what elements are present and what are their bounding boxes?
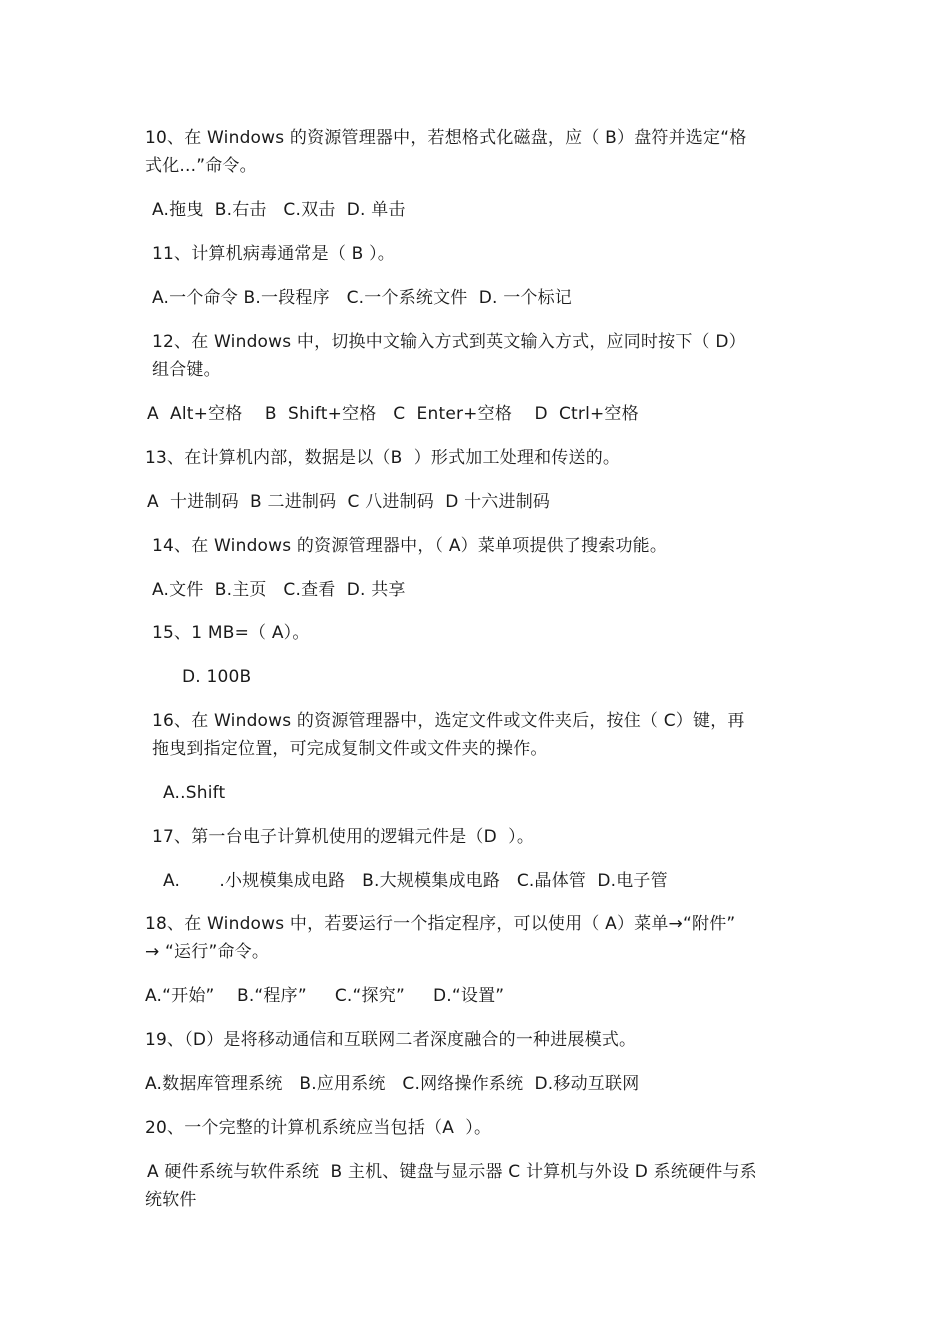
question-11-options: A.一个命令 B.一段程序 C.一个系统文件 D. 一个标记 [152, 288, 572, 308]
question-18-line-1: 18、在 Windows 中，若要运行一个指定程序，可以使用（ A）菜单→“附件” [145, 914, 736, 934]
question-17-line-1: 17、第一台电子计算机使用的逻辑元件是（D ）。 [152, 827, 535, 847]
question-16-line-2: 拖曳到指定位置，可完成复制文件或文件夹的操作。 [152, 739, 548, 759]
question-12-line-1: 12、在 Windows 中，切换中文输入方式到英文输入方式，应同时按下（ D） [152, 332, 746, 352]
question-20-line-1: 20、一个完整的计算机系统应当包括（A ）。 [145, 1118, 492, 1138]
question-12-options: A Alt+空格 B Shift+空格 C Enter+空格 D Ctrl+空格 [147, 404, 639, 424]
question-15-line-1: 15、1 MB=（ A）。 [152, 623, 310, 643]
question-19-line-1: 19、（D）是将移动通信和互联网二者深度融合的一种进展模式。 [145, 1030, 637, 1050]
question-16-line-1: 16、在 Windows 的资源管理器中，选定文件或文件夹后，按住（ C）键，再 [152, 711, 745, 731]
question-16-options: A..Shift [163, 783, 226, 803]
question-10-line-1: 10、在 Windows 的资源管理器中，若想格式化磁盘，应（ B）盘符并选定“格 [145, 128, 747, 148]
question-12-line-2: 组合键。 [152, 360, 221, 380]
question-20-options-line-2: 统软件 [145, 1190, 197, 1210]
question-15-options: D. 100B [182, 667, 252, 687]
question-13-options: A 十进制码 B 二进制码 C 八进制码 D 十六进制码 [147, 492, 551, 512]
question-20-options-line-1: A 硬件系统与软件系统 B 主机、键盘与显示器 C 计算机与外设 D 系统硬件与系 [147, 1162, 757, 1182]
question-14-options: A.文件 B.主页 C.查看 D. 共享 [152, 580, 406, 600]
question-17-options: A. .小规模集成电路 B.大规模集成电路 C.晶体管 D.电子管 [163, 871, 668, 891]
question-10-options: A.拖曳 B.右击 C.双击 D. 单击 [152, 200, 406, 220]
question-11-line-1: 11、计算机病毒通常是（ B ）。 [152, 244, 396, 264]
question-13-line-1: 13、在计算机内部，数据是以（B ）形式加工处理和传送的。 [145, 448, 621, 468]
question-10-line-2: 式化...”命令。 [145, 156, 257, 176]
question-18-options: A.“开始” B.“程序” C.“探究” D.“设置” [145, 986, 505, 1006]
question-14-line-1: 14、在 Windows 的资源管理器中，（ A）菜单项提供了搜索功能。 [152, 536, 668, 556]
question-18-line-2: → “运行”命令。 [145, 942, 270, 962]
question-19-options: A.数据库管理系统 B.应用系统 C.网络操作系统 D.移动互联网 [145, 1074, 640, 1094]
